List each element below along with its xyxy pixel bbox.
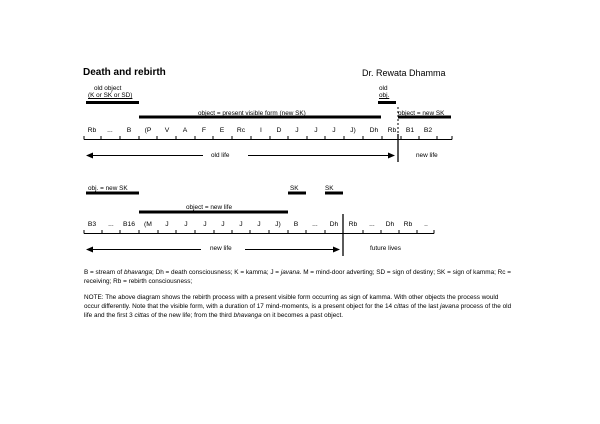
cell-dh: Dh [369, 127, 379, 134]
cell-b3: B3 [87, 221, 97, 228]
old-object-label: old object (K or SK or SD) [88, 85, 133, 99]
obj-new-sk-label: obj. = new SK [88, 185, 128, 192]
cell-j: J [332, 127, 336, 134]
cell-v: V [164, 127, 170, 134]
cell-dh: Dh [329, 221, 339, 228]
object-new-sk-label: object = new SK [398, 110, 445, 117]
cell-j: J [239, 221, 243, 228]
cell-rc: Rc [236, 127, 246, 134]
cell-j: J [221, 221, 225, 228]
cell-m: (M [144, 221, 152, 228]
cell-j: J [165, 221, 169, 228]
cell-rb: Rb [348, 221, 358, 228]
cell-j: J [203, 221, 207, 228]
cell-p: (P [144, 127, 152, 134]
cell-dots: ... [108, 221, 114, 228]
cell-j: J [295, 127, 299, 134]
cell-b2: B2 [423, 127, 433, 134]
cell-b: B [293, 221, 299, 228]
cell-a: A [182, 127, 188, 134]
cell-rb: Rb [87, 127, 97, 134]
cell-j: J) [350, 127, 356, 134]
cell-f: F [201, 127, 207, 134]
object-new-life-label: object = new life [186, 204, 233, 211]
cell-b: B [126, 127, 132, 134]
cell-e: E [219, 127, 225, 134]
cell-b1: B1 [405, 127, 415, 134]
author: Dr. Rewata Dhamma [362, 68, 446, 78]
cell-i: I [260, 127, 262, 134]
cell-d: D [276, 127, 282, 134]
new-life-label: new life [416, 152, 438, 159]
ticks-1 [84, 136, 452, 140]
cell-b16: B16 [122, 221, 136, 228]
ticks-2 [84, 230, 434, 234]
cell-j: J [257, 221, 261, 228]
new-life-label-2: new life [210, 245, 232, 252]
cell-j: J [314, 127, 318, 134]
cell-dh: Dh [385, 221, 395, 228]
sk-label-1: SK [290, 185, 299, 192]
cell-dots: ... [369, 221, 375, 228]
cell-j: J) [275, 221, 281, 228]
cell-dots: .. [424, 221, 428, 228]
page-title: Death and rebirth [83, 67, 166, 78]
sk-label-2: SK [325, 185, 334, 192]
future-lives-label: future lives [370, 245, 401, 252]
cell-j: J [184, 221, 188, 228]
old-life-label: old life [211, 152, 230, 159]
cell-dots: ... [312, 221, 318, 228]
legend: B = stream of bhavanga; Dh = death consciousness; K = kamma; J = javana. M = mind-door adverting; SD = sign of destiny; SK = sign of kamma; Rc = receiving; Rb = rebirth consciousness; [84, 269, 511, 285]
old-obj-right-label: old obj. [379, 85, 390, 99]
cell-rb: Rb [403, 221, 413, 228]
cell-dots: ... [107, 127, 113, 134]
note: NOTE: The above diagram shows the rebirth process with a present visible form occurring as sign of kamma. With other objects the process would occur differently. Note that the visible form, with a duration of 17 mind-moments, is a present object for the 14 cittas of the last javana process of the old life and the first 3 cittas of the new life; from the third bhavanga on it becomes a past object. [84, 294, 512, 319]
cell-rb: Rb [387, 127, 397, 134]
object-present-label: object = present visible form (new SK) [198, 110, 306, 117]
